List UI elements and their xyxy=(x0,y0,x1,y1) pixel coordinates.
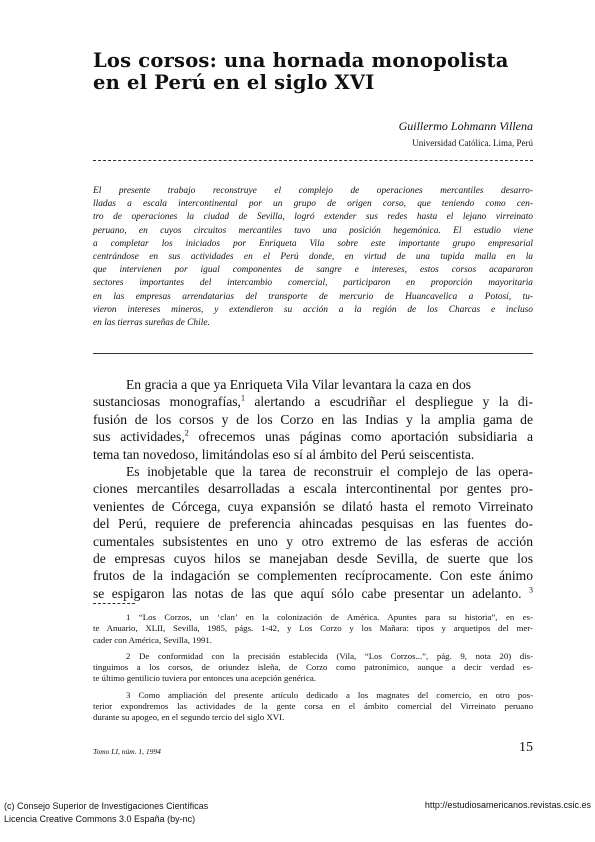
license-credits xyxy=(4,800,208,826)
footnote-line: te último gentilicio tuviera por entonces una acepción genérica. xyxy=(93,673,317,684)
article-title xyxy=(93,50,533,94)
abstract-line: en las empresas arrendatarias del transporte de mercurio de Huancavelica a Potosí, tu- xyxy=(93,291,533,302)
body-line: de empresas cuyos hilos se manejaban desde Sevilla, de suerte que los xyxy=(93,551,533,567)
abstract-line: lladas a escala intercontinental por un grupo de origen corso, que teniendo como cen- xyxy=(93,199,533,210)
body-line: tema tan novedoso, limitándolas eso sí al ámbito del Perú seiscentista. xyxy=(93,446,475,462)
footnote-line: 1 “Los Corzos, un ‘clan’ en la colonización de América. Apuntes para su historia”, en es- xyxy=(126,612,533,622)
license-line: Licencia Creative Commons 3.0 España (by-nc) xyxy=(4,814,196,824)
footnote-line: 3 Como ampliación del presente artículo dedicado a los magnates del comercio, en otro pos- xyxy=(126,689,533,700)
copyright-line: (c) Consejo Superior de Investigaciones Científicas xyxy=(4,801,209,811)
title-line: en el Perú en el siglo XVI xyxy=(93,71,375,94)
body-line: venientes de Córcega, cuya expansión se dilató hasta el remoto Virreinato xyxy=(93,498,533,514)
author-affiliation: Universidad Católica. Lima, Perú xyxy=(412,138,533,148)
body-line: fusión de los corsos y de los Corzo en las Indias y la amplia gama de xyxy=(93,411,533,427)
footnotes xyxy=(93,612,533,724)
journal-url[interactable]: http://estudiosamericanos.revistas.csic.es xyxy=(424,800,591,810)
abstract-line: peruano, en cuyos circuitos mercantiles tuvo una posición hegemónica. El estudio viene xyxy=(93,225,533,236)
footnote-line: terior expondremos las actividades de la gente corsa en el ámbito comercial del Virreinato peruano xyxy=(93,701,533,712)
abstract-line: El presente trabajo reconstruye el complejo de operaciones mercantiles desarro- xyxy=(93,186,533,196)
body-line: cumentales subsistentes en uno y otro extremo de las esferas de acción xyxy=(93,533,533,549)
header-divider xyxy=(93,160,533,161)
abstract-line: sectores importantes del intercambio comercial, participaron en proporción mayoritaria xyxy=(93,278,533,289)
footnote-line: cader con América, Sevilla, 1991. xyxy=(93,634,212,645)
author-name: Guillermo Lohmann Villena xyxy=(398,119,533,133)
body-line: se espigaron las notas de las que aquí sólo cabe presentar un adelanto. $^3$ xyxy=(93,585,533,601)
footnote-mark: 1 xyxy=(240,393,245,403)
body-line: En gracia a que ya Enriqueta Vila Vilar levantara la caza en dos xyxy=(126,377,472,392)
footnote-mark: 3 xyxy=(529,585,533,595)
footnote-divider xyxy=(93,603,135,604)
footnote-mark: 2 xyxy=(184,428,189,438)
footnote-line: te Anuario, XLII, Sevilla, 1985, págs. 1-42, y Los Corzo y los Mañara: tipos y arquetipos del mer- xyxy=(93,623,533,634)
abstract xyxy=(93,185,533,330)
footnote-line: durante su apogeo, en el segundo tercio del siglo XVI. xyxy=(93,712,285,723)
abstract-line: centrándose en sus actividades en el Perú donde, en virtud de una tupida malla en la xyxy=(93,252,533,263)
abstract-line: en las tierras sureñas de Chile. xyxy=(93,318,210,329)
body-line: frutos de la indagación se complementen recíprocamente. Con este ánimo xyxy=(93,568,533,584)
footnote-line: 2 De conformidad con la precisión establecida (Vila, “Los Corzos...”, pág. 9, nota 20) dis- xyxy=(126,650,533,661)
page-number: 15 xyxy=(519,740,533,755)
abstract-divider xyxy=(93,353,533,354)
abstract-line: a completar los iniciados por Enriqueta Vila sobre este importante grupo empresarial xyxy=(93,238,533,249)
body-line: Es inobjetable que la tarea de reconstruir el complejo de las opera- xyxy=(126,464,533,480)
title-line: Los corsos: una hornada monopolista xyxy=(93,49,509,72)
abstract-line: tro de operaciones la ciudad de Sevilla, logró extender sus redes hasta el lejano virreinato xyxy=(93,212,533,223)
body-line: sus actividades,$^2$ ofrecemos unas páginas como aportación subsidiaria a xyxy=(93,428,533,445)
body-line: sustanciosas monografías,$^1$ alertando a escudriñar el despliegue y la di- xyxy=(93,393,533,410)
abstract-line: que intervienen por igual componentes de sangre e intereses, estos corsos acapararon xyxy=(93,265,533,276)
abstract-line: vieron intereses mineros, y extendieron su acción a la región de los Charcas e incluso xyxy=(93,304,533,315)
footnote-line: tinguimos a los corsos, de oriundez isleña, de Corzo como patronímico, aunque a decir verdad es- xyxy=(93,662,533,673)
body-line: del Perú, requiere de preferencia ahincadas pesquisas en las fuentes do- xyxy=(93,516,533,532)
body-text xyxy=(93,376,533,602)
body-line: ciones mercantiles desarrolladas a escala intercontinental por gentes pro- xyxy=(93,481,533,497)
journal-reference: Tomo LI, núm. 1, 1994 xyxy=(93,747,161,756)
